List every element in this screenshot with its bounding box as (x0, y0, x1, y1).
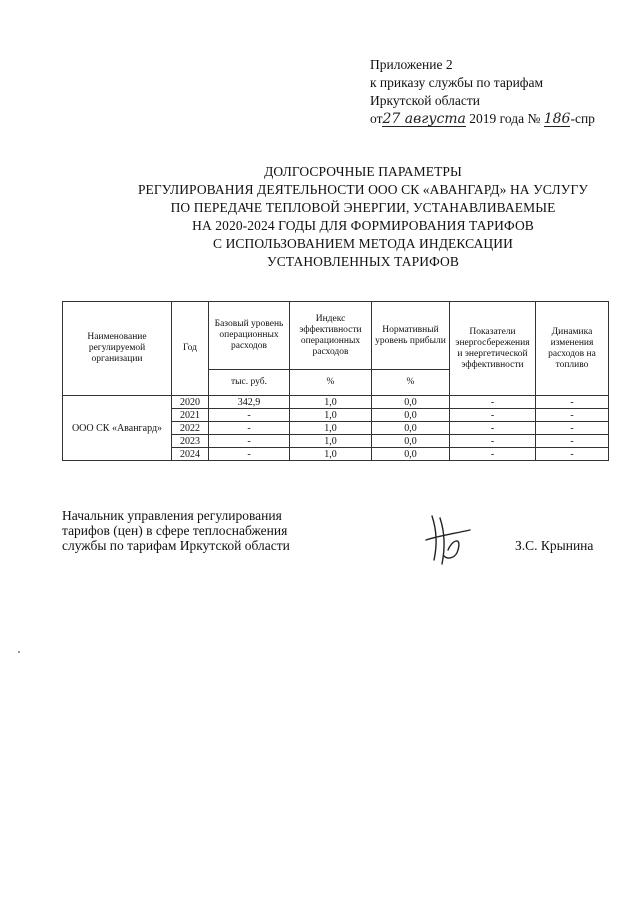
cell-fuel: - (536, 435, 609, 448)
position-line-2: тарифов (цен) в сфере теплоснабжения (62, 523, 288, 538)
cell-fuel: - (536, 396, 609, 409)
title-line-5: С ИСПОЛЬЗОВАНИЕМ МЕТОДА ИНДЕКСАЦИИ (213, 236, 513, 251)
title-line-6: УСТАНОВЛЕННЫХ ТАРИФОВ (267, 254, 459, 269)
document-title (100, 163, 626, 271)
header-base-opex: Базовый уровень операционных расходов (209, 302, 290, 370)
signatory-position (62, 508, 290, 553)
cell-year: 2024 (172, 448, 209, 461)
title-line-1: ДОЛГОСРОЧНЫЕ ПАРАМЕТРЫ (264, 164, 462, 179)
title-line-2: РЕГУЛИРОВАНИЯ ДЕЯТЕЛЬНОСТИ ООО СК «АВАНГАРД» НА УСЛУГУ (137, 182, 589, 197)
header-organization: Наименование регулируемой организации (63, 302, 172, 396)
cell-energy: - (450, 435, 536, 448)
cell-base: - (209, 448, 290, 461)
cell-index: 1,0 (290, 422, 372, 435)
handwritten-date: 27 августа (382, 111, 466, 127)
table-row (63, 396, 609, 409)
cell-year: 2020 (172, 396, 209, 409)
signer-name: З.С. Крынина (515, 538, 594, 553)
date-year: 2019 года № (469, 111, 541, 126)
position-line-3: службы по тарифам Иркутской области (62, 538, 290, 553)
organization-name: ООО СК «Авангард» (63, 396, 172, 461)
cell-year: 2023 (172, 435, 209, 448)
cell-fuel: - (536, 409, 609, 422)
handwritten-signature (418, 510, 478, 568)
cell-energy: - (450, 409, 536, 422)
header-fuel-dynamics: Динамика изменения расходов на топливо (536, 302, 609, 396)
cell-year: 2022 (172, 422, 209, 435)
annex-block (370, 56, 595, 128)
header-profit-level: Нормативный уровень прибыли (372, 302, 450, 370)
annex-date-line (370, 110, 595, 128)
title-line-4: НА 2020-2024 ГОДЫ ДЛЯ ФОРМИРОВАНИЯ ТАРИФОВ (192, 218, 534, 233)
cell-fuel: - (536, 422, 609, 435)
unit-profit-level: % (372, 370, 450, 396)
cell-profit: 0,0 (372, 396, 450, 409)
title-line-3: ПО ПЕРЕДАЧЕ ТЕПЛОВОЙ ЭНЕРГИИ, УСТАНАВЛИВАЕМЫЕ (170, 200, 556, 215)
cell-base: - (209, 435, 290, 448)
annex-title: Приложение 2 (370, 57, 453, 72)
handwritten-number: 186 (543, 111, 571, 127)
cell-profit: 0,0 (372, 422, 450, 435)
cell-index: 1,0 (290, 448, 372, 461)
cell-fuel: - (536, 448, 609, 461)
cell-energy: - (450, 422, 536, 435)
cell-energy: - (450, 448, 536, 461)
cell-index: 1,0 (290, 409, 372, 422)
header-energy-efficiency: Показатели энергосбережения и энергетической эффективности (450, 302, 536, 396)
cell-index: 1,0 (290, 396, 372, 409)
annex-region-line: Иркутской области (370, 93, 481, 108)
number-suffix: -спр (570, 111, 595, 126)
cell-base: 342,9 (209, 396, 290, 409)
cell-profit: 0,0 (372, 435, 450, 448)
scan-speck (18, 651, 20, 653)
cell-profit: 0,0 (372, 448, 450, 461)
cell-index: 1,0 (290, 435, 372, 448)
position-line-1: Начальник управления регулирования (62, 508, 282, 523)
cell-base: - (209, 422, 290, 435)
cell-profit: 0,0 (372, 409, 450, 422)
cell-energy: - (450, 396, 536, 409)
cell-year: 2021 (172, 409, 209, 422)
unit-efficiency-index: % (290, 370, 372, 396)
cell-base: - (209, 409, 290, 422)
date-prefix: от (370, 111, 383, 126)
header-efficiency-index: Индекс эффективности операционных расходов (290, 302, 372, 370)
annex-order-line: к приказу службы по тарифам (370, 75, 544, 90)
header-year: Год (172, 302, 209, 396)
parameters-table (62, 301, 609, 461)
unit-base-opex: тыс. руб. (209, 370, 290, 396)
